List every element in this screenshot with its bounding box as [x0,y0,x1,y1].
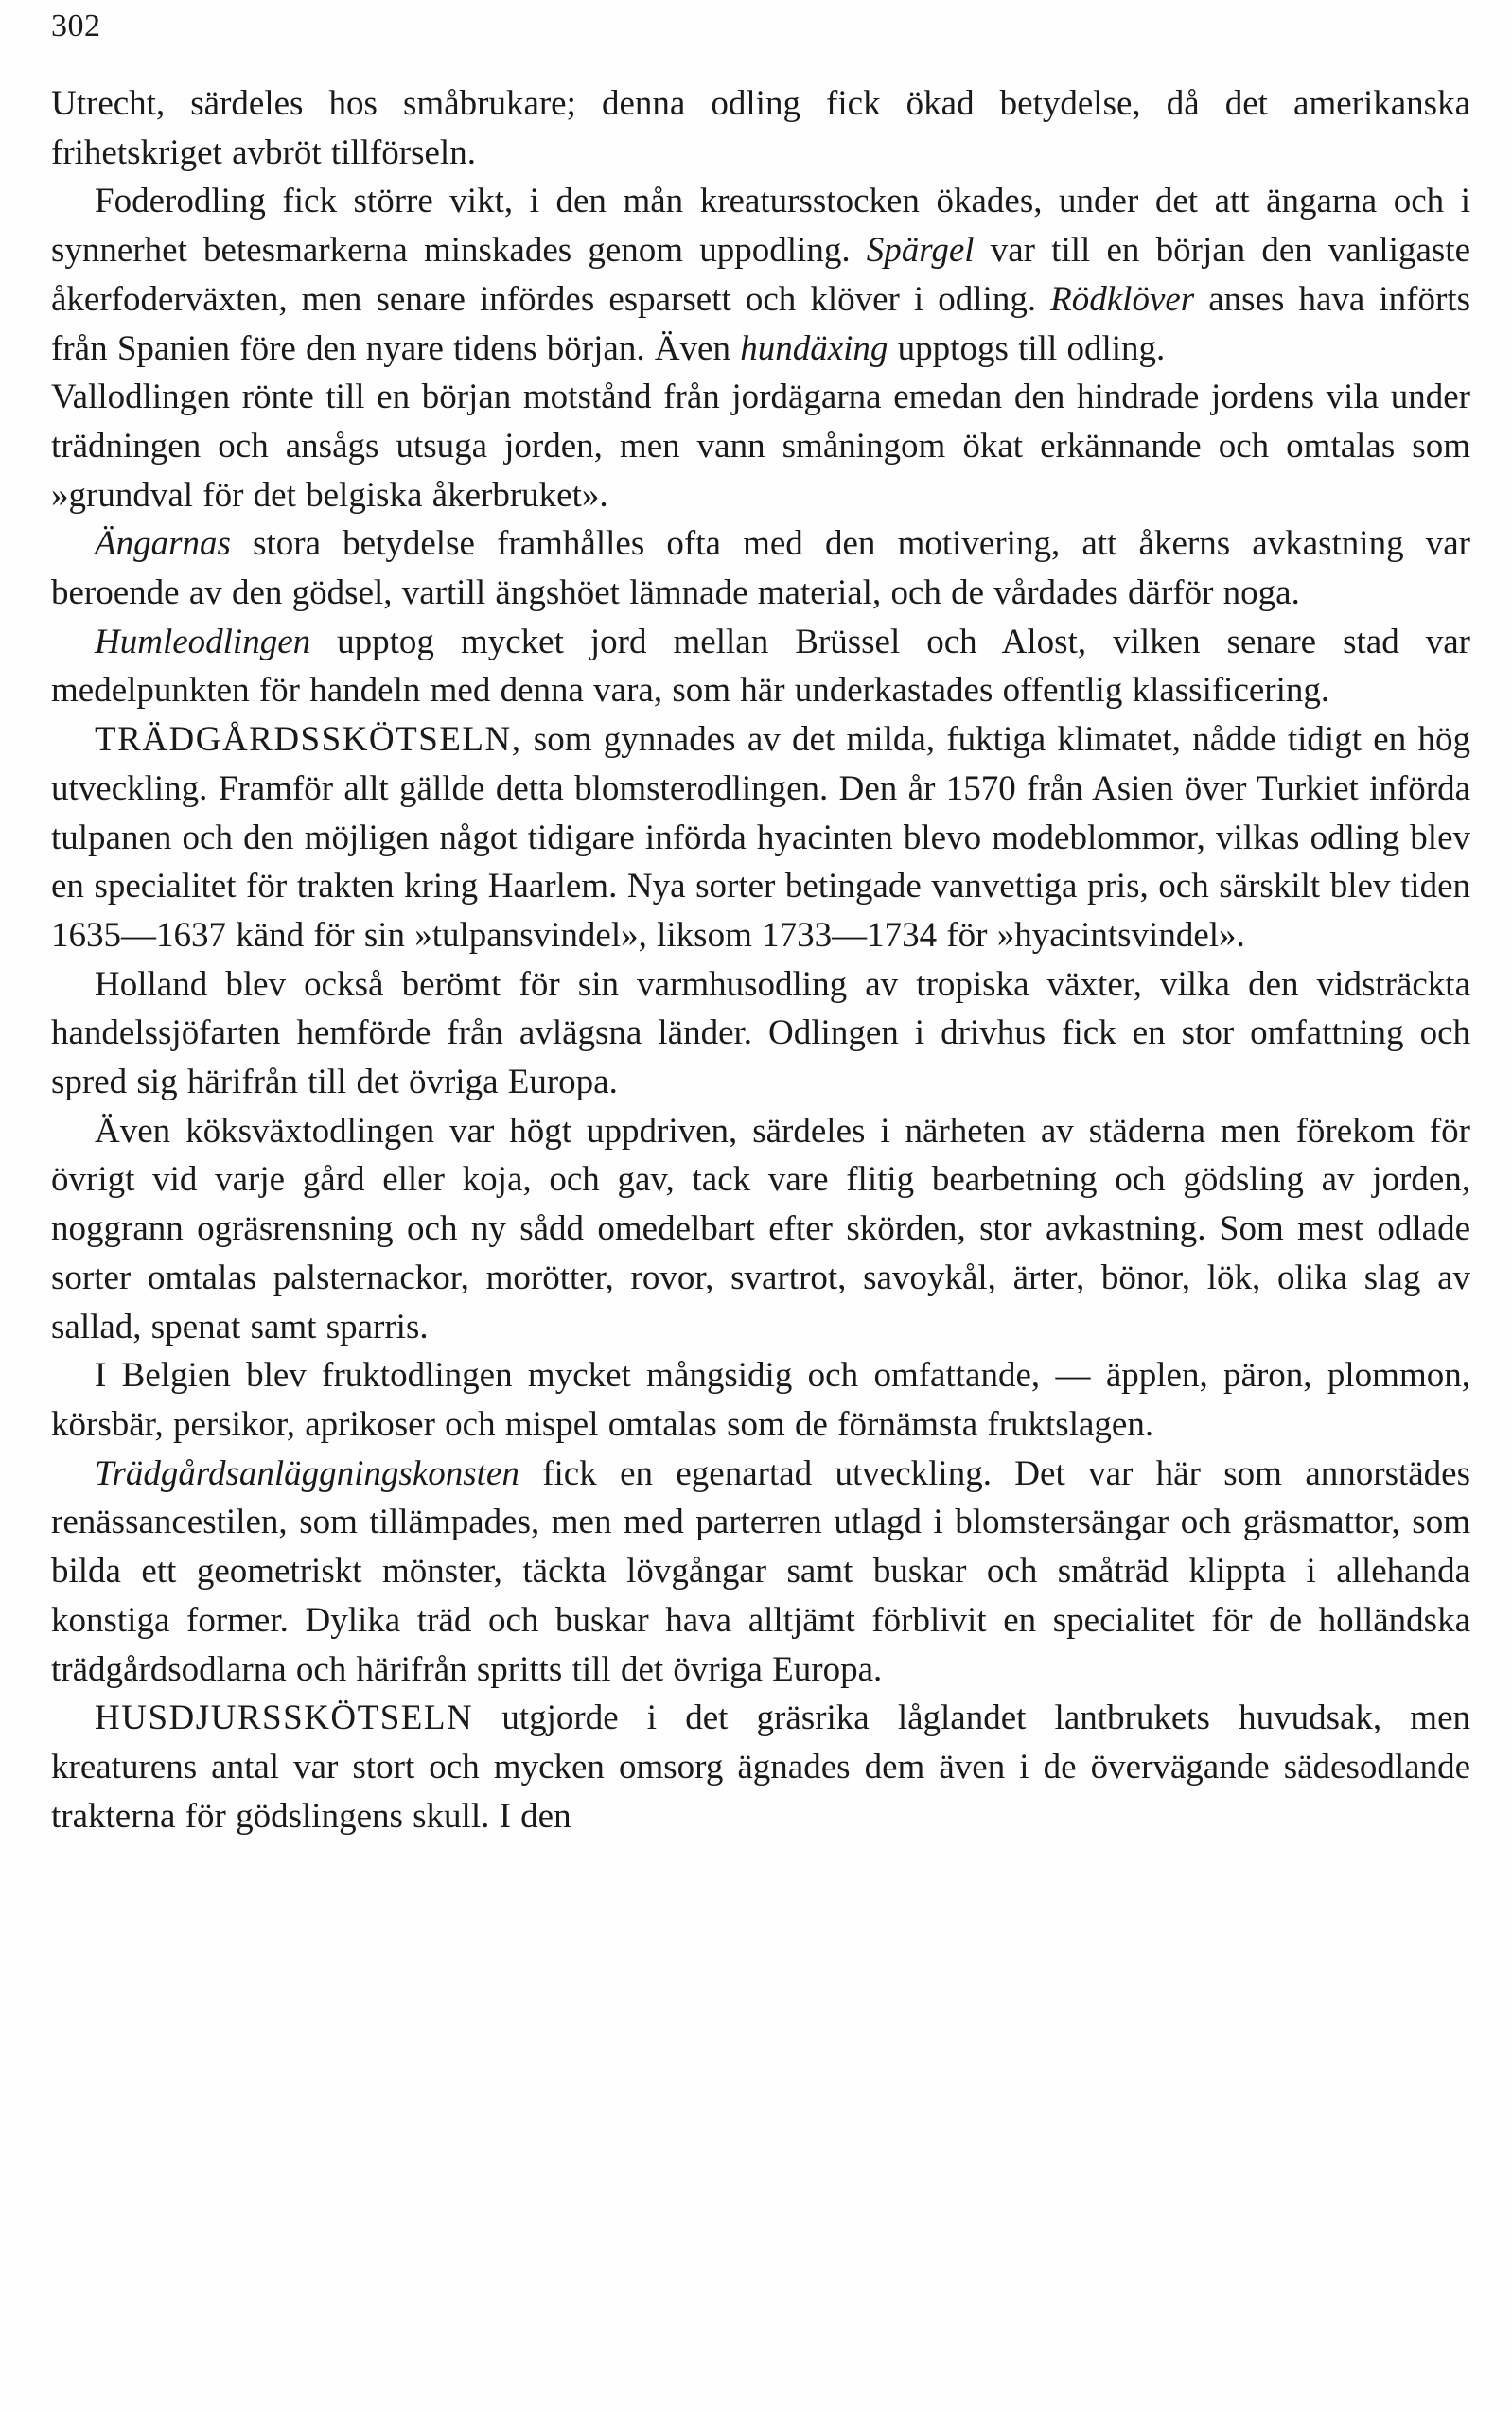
paragraph-koksvaxtodlingen: Även köksväxtodlingen var högt uppdriven, särdeles i närheten av städerna men förekom för övrigt vid varje gård eller koja, och gav, tack vare flitig bearbetning och gödsling av jorden, noggrann ogräsrensning och ny sådd omedelbart efter skörden, stor avkastning. Som mest odlade sorter omtalas palsternackor, morötter, rovor, svartrot, savoykål, ärter, bönor, lök, olika slag av sallad, spenat samt sparris. [51,1111,1470,1346]
paragraph-holland: Holland blev också berömt för sin varmhusodling av tropiska växter, vilka den vidsträckta handelssjöfarten hemförde från avlägsna länder. Odlingen i drivhus fick en stor omfattning och spred sig härifrån till det övriga Europa. [51,964,1470,1102]
term-humleodlingen: Humleodlingen [95,622,311,661]
term-hundaxing: hundäxing [740,328,888,368]
book-page [51,0,1470,2411]
paragraph-utrecht: Utrecht, särdeles hos småbrukare; denna odling fick ökad betydelse, då det amerikanska frihetskriget avbröt tillförseln. [51,84,1470,172]
term-tradgardsanlaggningskonsten: Trädgårdsanläggningskonsten [95,1453,519,1493]
humleodlingen-text: upptog mycket jord mellan Brüssel och Alost, vilken senare stad var medelpunkten för handeln med denna vara, som här underkastades offentlig klassificering. [51,622,1470,711]
paragraph-humleodlingen [51,618,1470,715]
paragraph-vallodlingen: Vallodlingen rönte till en början motstånd från jordägarna emedan den hindrade jordens vila under trädningen och ansågs utsuga jorden, men vann småningom ökat erkännande och omtalas som »grundval för det belgiska åkerbruket». [51,378,1470,515]
paragraph-tradgardsskotseln [51,715,1470,960]
term-rodklover: Rödklöver [1050,279,1195,319]
foderodling-text-b: var till en början den vanligaste åkerfoderväxten, men senare infördes esparsett och klöver i odling. [51,231,1470,319]
tradgardsskotseln-text: som gynnades av det milda, fuktiga klimatet, nådde tidigt en hög utveckling. Framför allt gällde detta blomsterodlingen. Den år 1570 från Asien över Turkiet införda tulpanen och den möjligen något tidigare införda hyacinten blevo modeblommor, vilkas odling blev en specialitet för trakten kring Haarlem. Nya sorter betingade vanvettiga pris, och särskilt blev tiden 1635—1637 känd för sin »tulpansvindel», liksom 1733—1734 för »hyacintsvindel». [51,720,1470,955]
term-spargel: Spärgel [866,231,975,271]
paragraph-tradgardsanlaggning [51,1450,1470,1695]
foderodling-text-a: Foderodling fick större vikt, i den mån kreatursstocken ökades, under det att ängarna och i synnerhet betesmarkerna minskades genom uppodling. [51,182,1470,271]
tradgardsanlaggning-text: fick en egenartad utveckling. Det var här som annorstädes renässancestilen, som tillämpades, men med parterren utlagd i blomstersängar och gräsmattor, som bilda ett geometriskt mönster, täckta lövgångar samt buskar och småträd klippta i allehanda konstiga former. Dylika träd och buskar hava alltjämt förblivit en specialitet för de holländska trädgårdsodlarna och härifrån spritts till det övriga Europa. [51,1453,1470,1689]
husdjursskotseln-text: utgjorde i det gräsrika låglandet lantbrukets huvudsak, men kreaturens antal var stort och mycken omsorg ägnades dem även i de övervägande sädesodlande trakterna för gödslingens skull. I den [51,1698,1470,1836]
foderodling-text-d: upptogs till odling. [888,328,1166,368]
heading-husdjursskotseln: HUSDJURSSKÖTSELN [95,1698,474,1738]
paragraph-fruktodlingen: I Belgien blev fruktodlingen mycket mångsidig och omfattande, — äpplen, päron, plommon, körsbär, persikor, aprikoser och mispel omtalas som de förnämsta fruktslagen. [51,1356,1470,1444]
term-angarnas: Ängarnas [95,524,231,564]
foderodling-text-c: anses hava införts från Spanien före den nyare tidens början. Även [51,279,1470,368]
angarnas-text: stora betydelse framhålles ofta med den motivering, att åkerns avkastning var beroende av den gödsel, vartill ängshöet lämnade material, och de vårdades därför noga. [51,524,1470,613]
page-number: 302 [51,9,101,44]
heading-tradgardsskotseln: TRÄDGÅRDSSKÖTSELN, [95,720,522,760]
body-text [51,79,1470,1840]
paragraph-husdjursskotseln [51,1694,1470,1840]
paragraph-angarnas [51,519,1470,617]
paragraph-foderodling [51,177,1470,373]
